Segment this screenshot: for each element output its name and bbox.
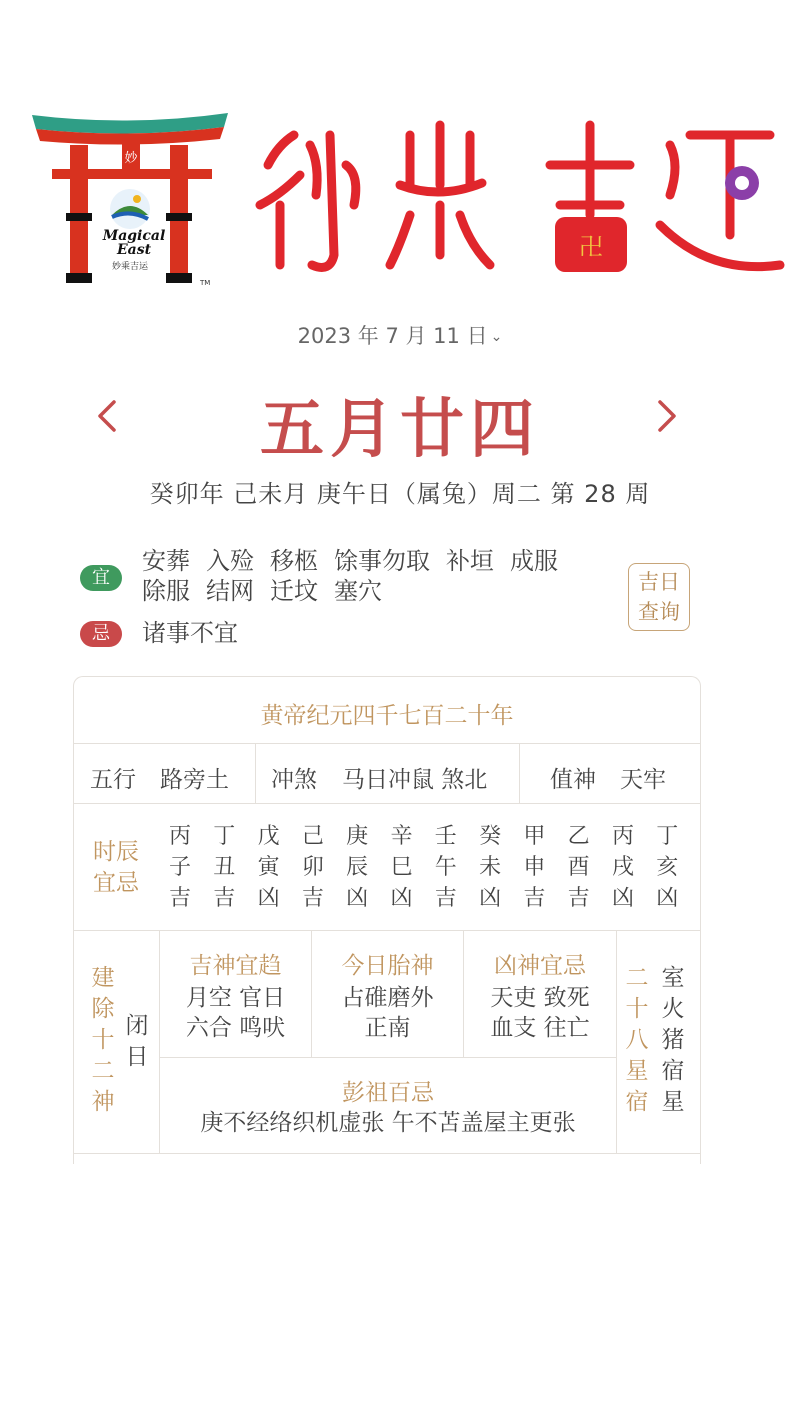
shichen-column: 甲 申 吉 [523, 824, 546, 911]
svg-text:卍: 卍 [579, 233, 603, 261]
chevron-right-icon [646, 392, 686, 440]
almanac-table [73, 676, 701, 1164]
lunar-date-title: 五月廿四 [260, 392, 540, 467]
yi-item: 除服 [142, 577, 190, 605]
yi-badge: 宜 [80, 565, 122, 591]
zhishen-value: 天牢 [620, 767, 666, 793]
shichen-column: 丙 子 吉 [168, 824, 191, 911]
chongsha-label: 冲煞 [271, 767, 317, 793]
yi-item: 结网 [206, 577, 254, 605]
jianchu-value: 闭 日 [125, 1013, 149, 1070]
ganzhi-info: 癸卯年 己未月 庚午日（属兔）周二 第 28 周 [149, 480, 651, 508]
torii-gate-logo [30, 105, 235, 290]
taishen-title: 今日胎神 [341, 953, 434, 979]
yi-item: 入殓 [206, 547, 254, 575]
xiongshen-body: 天吏 致死 血支 往亡 [490, 985, 590, 1041]
brand-header [30, 105, 770, 295]
wuxing-label: 五行 [90, 767, 136, 793]
yi-item: 安葬 [142, 547, 190, 575]
shichen-column: 壬 午 吉 [434, 824, 457, 911]
yi-item: 馀事勿取 [334, 547, 430, 575]
shichen-column: 戊 寅 凶 [257, 824, 280, 911]
xingsu-value: 室 火 猪 宿 星 [661, 965, 685, 1115]
shichen-column: 庚 辰 凶 [346, 824, 369, 911]
svg-text:妙: 妙 [124, 151, 138, 166]
pengzu-title: 彭祖百忌 [342, 1080, 434, 1106]
shichen-label: 时辰 宜忌 [93, 839, 139, 896]
taishen-body: 占碓磨外 正南 [341, 985, 434, 1041]
pengzu-value: 庚不经络织机虚张 午不苫盖屋主更张 [200, 1110, 576, 1136]
yi-item: 移柩 [270, 547, 318, 575]
svg-text:妙乘吉运: 妙乘吉运 [111, 262, 149, 272]
yi-list [142, 546, 622, 606]
shichen-column: 丁 丑 吉 [213, 824, 236, 911]
zhishen-label: 值神 [550, 767, 596, 793]
yi-item: 补垣 [446, 547, 494, 575]
shichen-column: 辛 巳 凶 [390, 824, 413, 911]
xiongshen-title: 凶神宜忌 [494, 953, 586, 979]
shichen-column: 己 卯 吉 [301, 824, 324, 911]
jishen-body: 月空 官日 六合 鸣吠 [185, 985, 286, 1041]
shichen-column: 丁 亥 凶 [656, 824, 679, 911]
svg-text:TM: TM [200, 279, 211, 287]
shichen-column: 丙 戌 凶 [611, 824, 634, 911]
shichen-column: 乙 酉 吉 [567, 824, 590, 911]
brand-calligraphy-logo [250, 105, 790, 285]
xingsu-label: 二 十 八 星 宿 [625, 965, 649, 1115]
chongsha-value: 马日冲鼠 煞北 [342, 767, 488, 793]
wuxing-value: 路旁土 [160, 767, 229, 793]
next-day-button[interactable] [646, 392, 686, 440]
jianchu-label: 建 除 十 二 神 [91, 965, 115, 1115]
jishen-title: 吉神宜趋 [189, 953, 282, 979]
shichen-column: 癸 未 凶 [479, 824, 502, 911]
logo-text: Magical East [102, 228, 166, 258]
huangdi-era: 黄帝纪元四千七百二十年 [260, 703, 514, 729]
chevron-down-icon: ⌄ [490, 329, 503, 345]
yi-item: 塞穴 [334, 577, 382, 605]
yi-item: 迁坟 [270, 577, 318, 605]
date-picker-label: 2023 年 7 月 11 日 [297, 324, 488, 348]
auspicious-day-query-button[interactable]: 吉日 查询 [628, 563, 690, 631]
ji-list: 诸事不宜 [142, 619, 238, 647]
yi-item: 成服 [510, 547, 558, 575]
date-picker[interactable] [0, 320, 800, 350]
ji-badge: 忌 [80, 621, 122, 647]
